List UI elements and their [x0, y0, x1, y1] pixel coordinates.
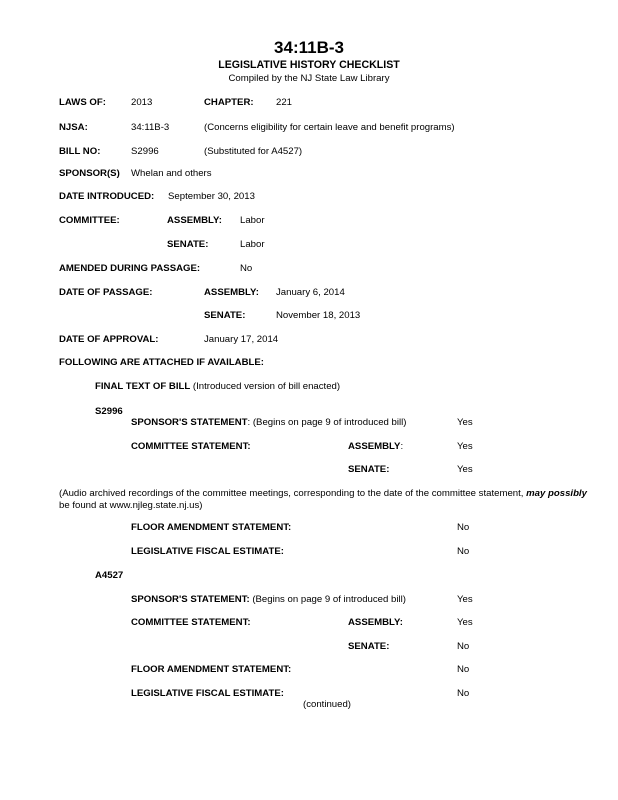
audio-note-emphasis: may possibly — [526, 488, 587, 499]
compiled-by: Compiled by the NJ State Law Library — [228, 73, 390, 84]
date-of-approval-label: DATE OF APPROVAL: — [59, 334, 159, 345]
passage-senate-label: SENATE: — [204, 310, 246, 321]
s2996-floor-amendment-label: FLOOR AMENDMENT STATEMENT: — [131, 522, 292, 533]
a4527-assembly-value: Yes — [457, 617, 473, 628]
s2996-fiscal-estimate-label: LEGISLATIVE FISCAL ESTIMATE: — [131, 546, 284, 557]
s2996-sponsor-statement-label: SPONSOR'S STATEMENT — [131, 417, 248, 428]
a4527-senate-label: SENATE: — [348, 641, 390, 652]
final-text-label: FINAL TEXT OF BILL — [95, 381, 191, 392]
attached-heading: FOLLOWING ARE ATTACHED IF AVAILABLE: — [59, 357, 264, 368]
laws-of-label: LAWS OF: — [59, 97, 106, 108]
njsa-value: 34:11B-3 — [131, 122, 170, 133]
s2996-fiscal-estimate-value: No — [457, 546, 470, 557]
date-of-approval-value: January 17, 2014 — [204, 334, 279, 345]
s2996-assembly-value: Yes — [457, 441, 473, 452]
date-introduced-value: September 30, 2013 — [168, 191, 255, 202]
chapter-label: CHAPTER: — [204, 97, 254, 108]
chapter-value: 221 — [276, 97, 293, 108]
final-text-row — [95, 381, 340, 392]
a4527-senate-value: No — [457, 641, 470, 652]
continued-note: (continued) — [303, 699, 351, 710]
sponsor-label: SPONSOR(S) — [59, 168, 120, 179]
a4527-assembly-label: ASSEMBLY: — [348, 617, 403, 628]
s2996-assembly-label: ASSEMBLY — [348, 441, 401, 452]
a4527-fiscal-estimate-label: LEGISLATIVE FISCAL ESTIMATE: — [131, 688, 284, 699]
committee-label: COMMITTEE: — [59, 215, 120, 226]
final-text-note: (Introduced version of bill enacted) — [190, 381, 341, 392]
amended-value: No — [240, 263, 253, 274]
a4527-committee-statement-label: COMMITTEE STATEMENT: — [131, 617, 251, 628]
a4527-sponsor-statement-value: Yes — [457, 594, 473, 605]
a4527-sponsor-statement-label: SPONSOR'S STATEMENT: — [131, 594, 250, 605]
s2996-sponsor-statement-value: Yes — [457, 417, 473, 428]
a4527-sponsor-statement-note: (Begins on page 9 of introduced bill) — [249, 594, 406, 605]
a4527-floor-amendment-value: No — [457, 664, 470, 675]
date-introduced-label: DATE INTRODUCED: — [59, 191, 155, 202]
s2996-committee-statement-label: COMMITTEE STATEMENT: — [131, 441, 251, 452]
laws-of-value: 2013 — [131, 97, 153, 108]
bill-no-label: BILL NO: — [59, 146, 101, 157]
s2996-assembly-colon: : — [400, 441, 404, 452]
passage-senate-value: November 18, 2013 — [276, 310, 361, 321]
s2996-sponsor-statement — [131, 417, 406, 428]
date-of-passage-label: DATE OF PASSAGE: — [59, 287, 153, 298]
committee-assembly-value: Labor — [240, 215, 265, 226]
njsa-note: (Concerns eligibility for certain leave and benefit programs) — [204, 122, 455, 133]
audio-note-line-1 — [59, 488, 587, 499]
s2996-floor-amendment-value: No — [457, 522, 470, 533]
page-title: 34:11B-3 — [274, 38, 344, 57]
passage-assembly-value: January 6, 2014 — [276, 287, 345, 298]
s2996-senate-value: Yes — [457, 464, 473, 475]
a4527-floor-amendment-label: FLOOR AMENDMENT STATEMENT: — [131, 664, 292, 675]
committee-senate-value: Labor — [240, 239, 265, 250]
bill-no-value: S2996 — [131, 146, 159, 157]
s2996-assembly — [348, 441, 403, 452]
s2996-sponsor-statement-note: : (Begins on page 9 of introduced bill) — [247, 417, 407, 428]
s2996-heading: S2996 — [95, 406, 123, 417]
a4527-heading: A4527 — [95, 570, 124, 581]
page-subtitle: LEGISLATIVE HISTORY CHECKLIST — [218, 59, 400, 71]
audio-note-prefix: (Audio archived recordings of the committee meetings, corresponding to the date of the committee statement, — [59, 488, 527, 499]
passage-assembly-label: ASSEMBLY: — [204, 287, 259, 298]
s2996-senate-label: SENATE: — [348, 464, 390, 475]
sponsor-value: Whelan and others — [131, 168, 212, 179]
amended-label: AMENDED DURING PASSAGE: — [59, 263, 201, 274]
audio-note-line-2: be found at www.njleg.state.nj.us) — [59, 500, 203, 511]
committee-senate-label: SENATE: — [167, 239, 209, 250]
njsa-label: NJSA: — [59, 122, 88, 133]
a4527-fiscal-estimate-value: No — [457, 688, 470, 699]
committee-assembly-label: ASSEMBLY: — [167, 215, 222, 226]
a4527-sponsor-statement — [131, 594, 406, 605]
bill-no-note: (Substituted for A4527) — [204, 146, 303, 157]
